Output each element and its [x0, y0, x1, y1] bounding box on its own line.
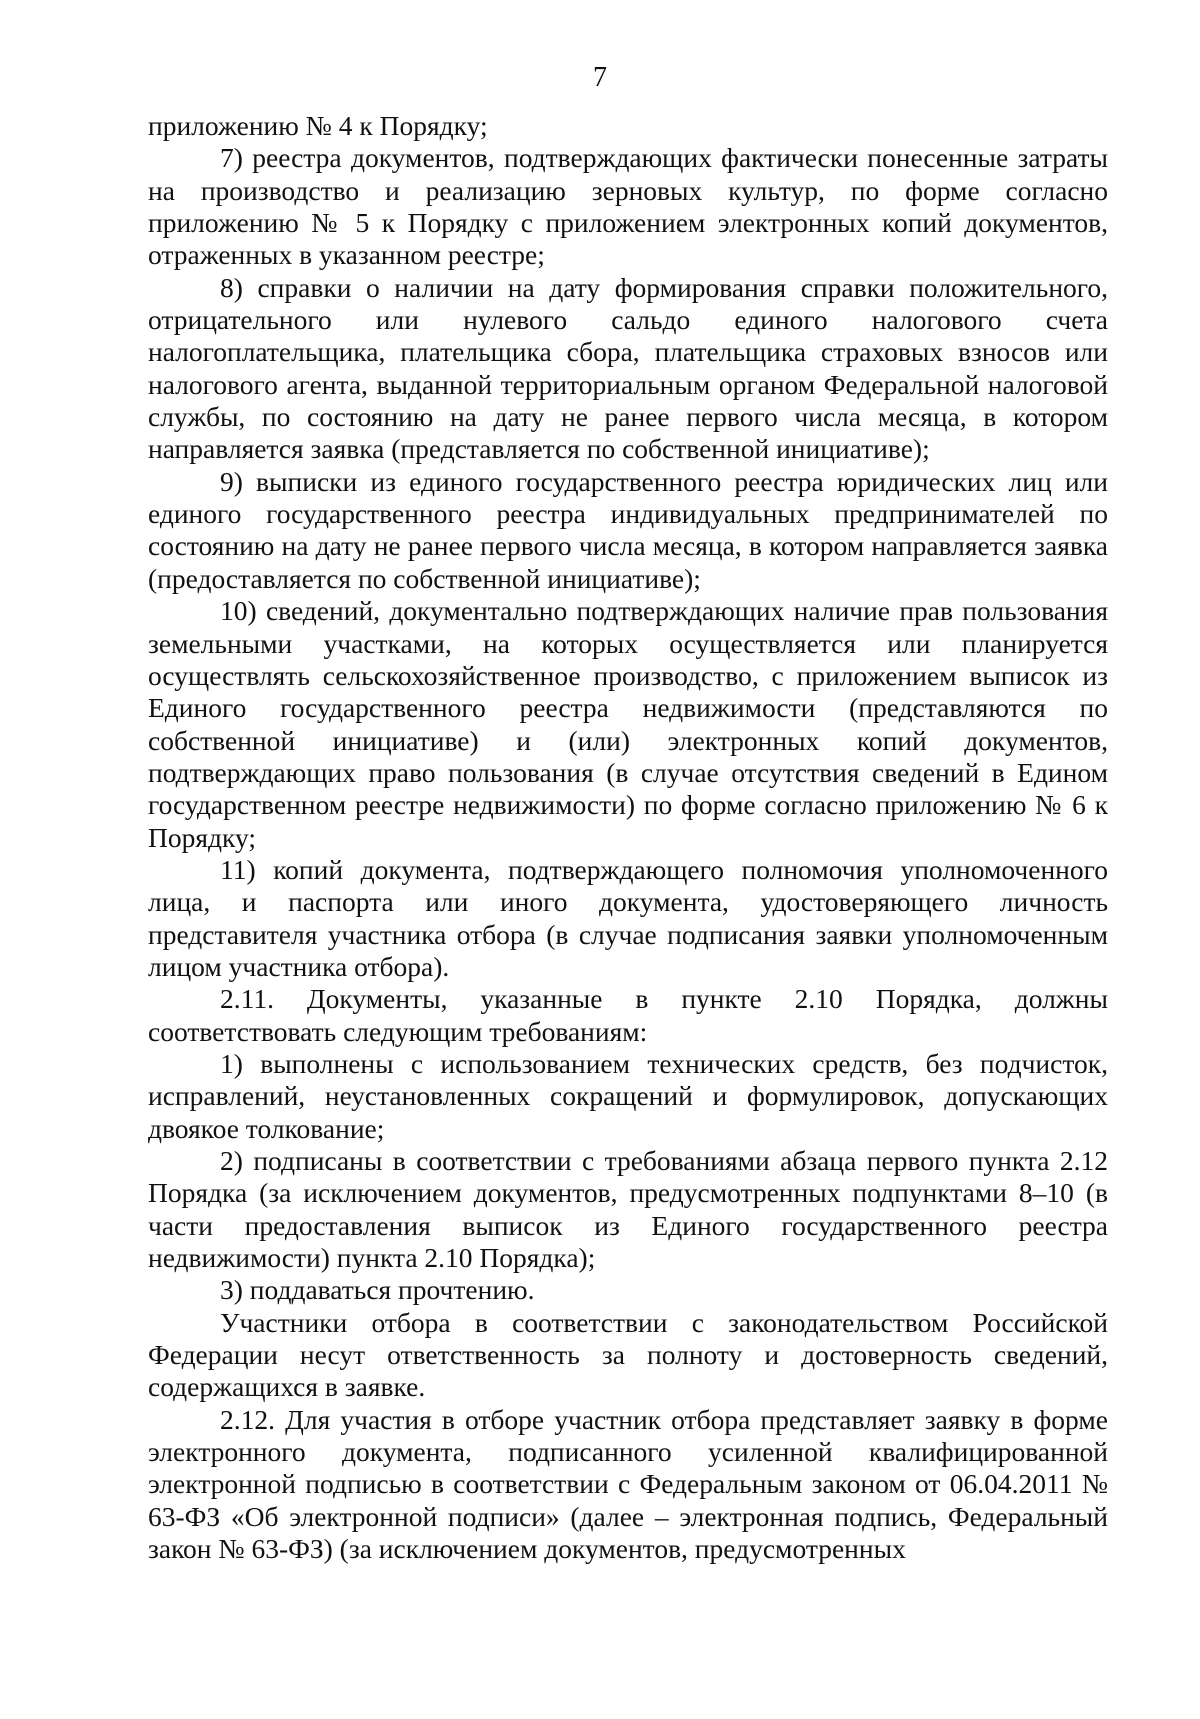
paragraph-item-10: 10) сведений, документально подтверждающих наличие прав пользования земельными участками, на которых осуществляется или планируется осуществлять сельскохозяйственное производство, с приложением выписок из Единого государственного реестра недвижимости (представляются по собственной инициативе) и (или) электронных копий документов, подтверждающих право пользования (в случае отсутствия сведений в Едином государственном реестре недвижимости) по форме согласно приложению № 6 к Порядку;: [148, 595, 1108, 853]
paragraph-requirement-2: 2) подписаны в соответствии с требованиями абзаца первого пункта 2.12 Порядка (за исключением документов, предусмотренных подпунктами 8–10 (в части предоставления выписок из Единого государственного реестра недвижимости) пункта 2.10 Порядка);: [148, 1145, 1108, 1274]
paragraph-item-9: 9) выписки из единого государственного реестра юридических лиц или единого государственного реестра индивидуальных предпринимателей по состоянию на дату не ранее первого числа месяца, в котором направляется заявка (предоставляется по собственной инициативе);: [148, 465, 1108, 594]
paragraph-continuation: приложению № 4 к Порядку;: [148, 110, 488, 141]
paragraph-item-7: 7) реестра документов, подтверждающих фактически понесенные затраты на производство и реализацию зерновых культур, по форме согласно приложению № 5 к Порядку с приложением электронных копий документов, отраженных в указанном реестре;: [148, 142, 1108, 271]
paragraph-section-2-12: 2.12. Для участия в отборе участник отбора представляет заявку в форме электронного документа, подписанного усиленной квалифицированной электронной подписью в соответствии с Федеральным законом от 06.04.2011 № 63-ФЗ «Об электронной подписи» (далее – электронная подпись, Федеральный закон № 63-ФЗ) (за исключением документов, предусмотренных: [148, 1403, 1108, 1565]
paragraph-responsibility: Участники отбора в соответствии с законодательством Российской Федерации несут ответственность за полноту и достоверность сведений, содержащихся в заявке.: [148, 1306, 1108, 1403]
paragraph-section-2-11: 2.11. Документы, указанные в пункте 2.10 Порядка, должны соответствовать следующим требованиям:: [148, 983, 1108, 1047]
paragraph-requirement-3: 3) поддаваться прочтению.: [220, 1274, 535, 1306]
paragraph-item-11: 11) копий документа, подтверждающего полномочия уполномоченного лица, и паспорта или иного документа, удостоверяющего личность представителя участника отбора (в случае подписания заявки уполномоченным лицом участника отбора).: [148, 853, 1108, 982]
page-number: 7: [593, 62, 607, 93]
paragraph-requirement-1: 1) выполнены с использованием технических средств, без подчисток, исправлений, неустановленных сокращений и формулировок, допускающих двоякое толкование;: [148, 1047, 1108, 1144]
document-body: [148, 110, 1108, 1565]
paragraph-item-8: 8) справки о наличии на дату формирования справки положительного, отрицательного или нулевого сальдо единого налогового счета налогоплательщика, плательщика сбора, плательщика страховых взносов или налогового агента, выданной территориальным органом Федеральной налоговой службы, по состоянию на дату не ранее первого числа месяца, в котором направляется заявка (представляется по собственной инициативе);: [148, 271, 1108, 465]
